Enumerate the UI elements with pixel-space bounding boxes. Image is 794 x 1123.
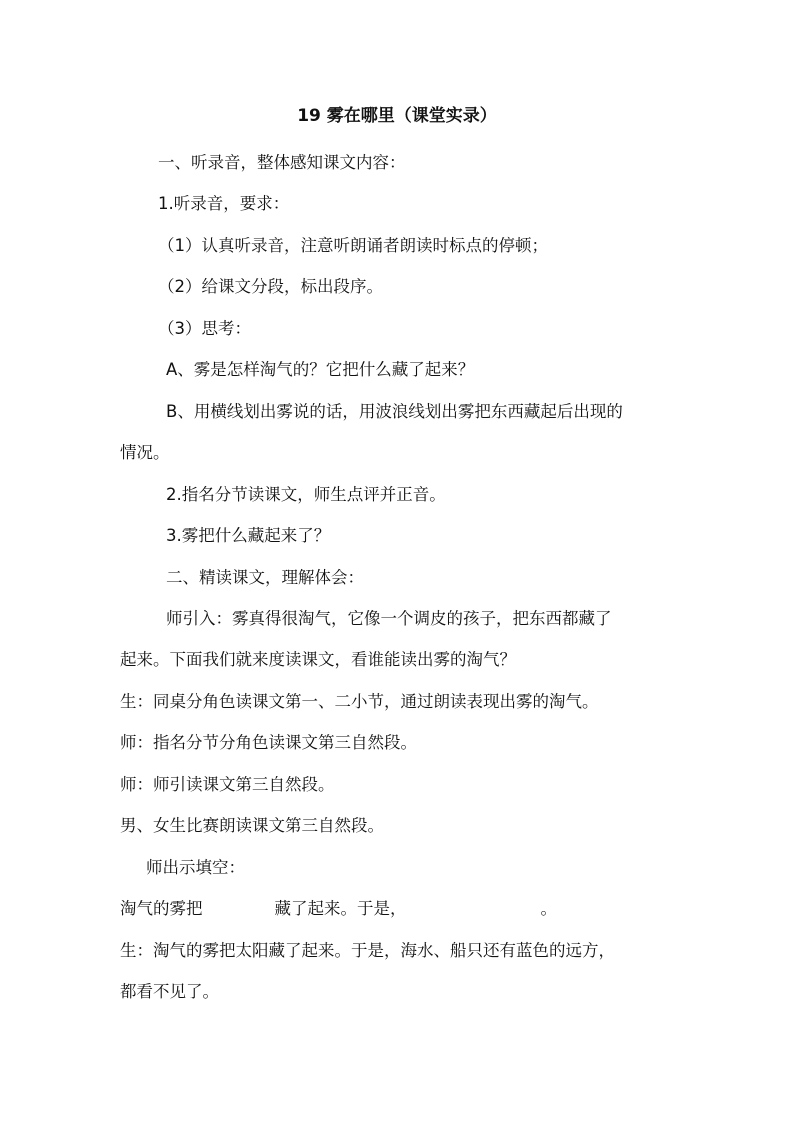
fill-blank-part3: 。 [540,899,557,918]
section-heading-2: 二、精读课文，理解体会： [166,568,364,587]
paragraph-line: 师出示填空： [146,858,245,877]
document-title: 19 雾在哪里（课堂实录） [297,106,497,126]
fill-blank-part1: 淘气的雾把 [120,899,203,918]
paragraph-line: A、雾是怎样淘气的？它把什么藏了起来？ [166,360,475,379]
paragraph-line: B、用横线划出雾说的话，用波浪线划出雾把东西藏起后出现的 [166,402,623,421]
paragraph-line: 3.雾把什么藏起来了？ [166,526,331,545]
paragraph-line: 师：指名分节分角色读课文第三自然段。 [120,733,417,752]
paragraph-line: （2）给课文分段，标出段序。 [158,277,383,296]
answer-line: 生：淘气的雾把太阳藏了起来。于是，海水、船只还有蓝色的远方， [120,941,615,960]
paragraph-line: （1）认真听录音，注意听朗诵者朗读时标点的停顿； [158,236,548,255]
paragraph-line: 1.听录音，要求： [158,194,290,213]
paragraph-line: 师：师引读课文第三自然段。 [120,775,335,794]
answer-line: 都看不见了。 [120,982,219,1001]
paragraph-line: 生：同桌分角色读课文第一、二小节，通过朗读表现出雾的淘气。 [120,692,599,711]
paragraph-line: 师引入：雾真得很淘气，它像一个调皮的孩子，把东西都藏了 [166,609,612,628]
paragraph-line: 起来。下面我们就来度读课文，看谁能读出雾的淘气？ [120,650,516,669]
fill-blank-part2: 藏了起来。于是， [274,899,407,918]
paragraph-line: 情况。 [120,443,170,462]
fill-blank-line [120,897,557,921]
paragraph-line: （3）思考： [158,319,251,338]
section-heading-1: 一、听录音，整体感知课文内容： [158,153,406,172]
paragraph-line: 2.指名分节读课文，师生点评并正音。 [166,485,446,504]
paragraph-line: 男、女生比赛朗读课文第三自然段。 [120,816,384,835]
